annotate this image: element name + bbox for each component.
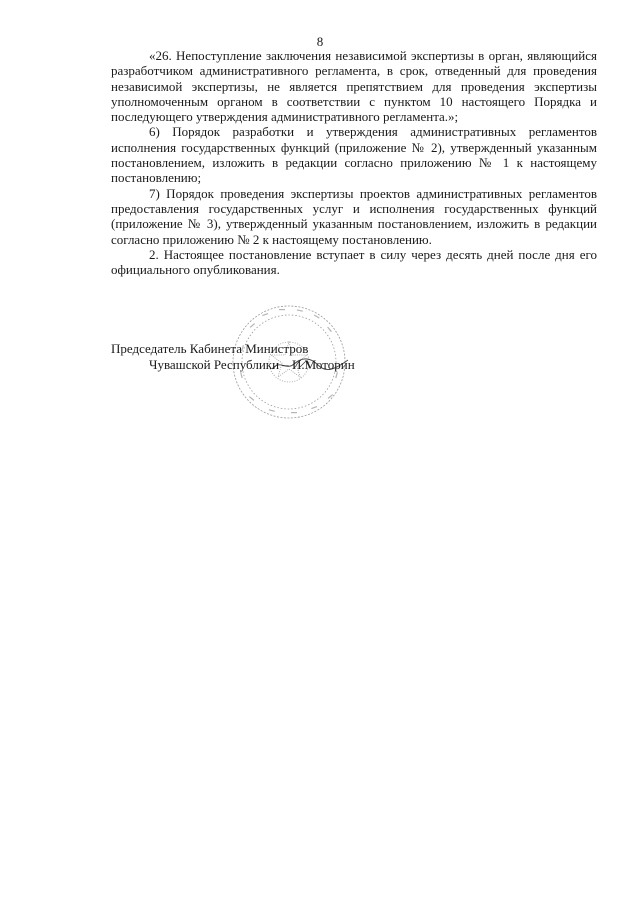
paragraph-26: «26. Непоступление заключения независимой экспертизы в орган, являющийся разработчиком административного регламента, в срок, отведенный для проведения независимой экспертизы, не является препятствием для проведения экспертизы уполномоченным органом в соответствии с пунктом 10 настоящего Порядка и последующего утверждения административного регламента.»; bbox=[111, 48, 597, 125]
signatory-name: Чувашской Республики – И.Моторин bbox=[149, 357, 355, 372]
page-number: 8 bbox=[316, 34, 324, 49]
document-body bbox=[111, 48, 597, 277]
signature-block bbox=[111, 341, 355, 373]
signatory-title: Председатель Кабинета Министров bbox=[111, 341, 309, 356]
paragraph-item-6: 6) Порядок разработки и утверждения административных регламентов исполнения государственных функций (приложение № 2), утвержденный указанным постановлением, изложить в редакции согласно приложению № 1 к настоящему постановлению; bbox=[111, 124, 597, 186]
paragraph-2-effective-date: 2. Настоящее постановление вступает в силу через десять дней после дня его официального опубликования. bbox=[111, 246, 597, 278]
paragraph-item-7: 7) Порядок проведения экспертизы проектов административных регламентов предоставления государственных услуг и исполнения государственных функций (приложение № 3), утвержденный указанным постановлением, изложить в редакции согласно приложению № 2 к настоящему постановлению. bbox=[111, 185, 597, 247]
